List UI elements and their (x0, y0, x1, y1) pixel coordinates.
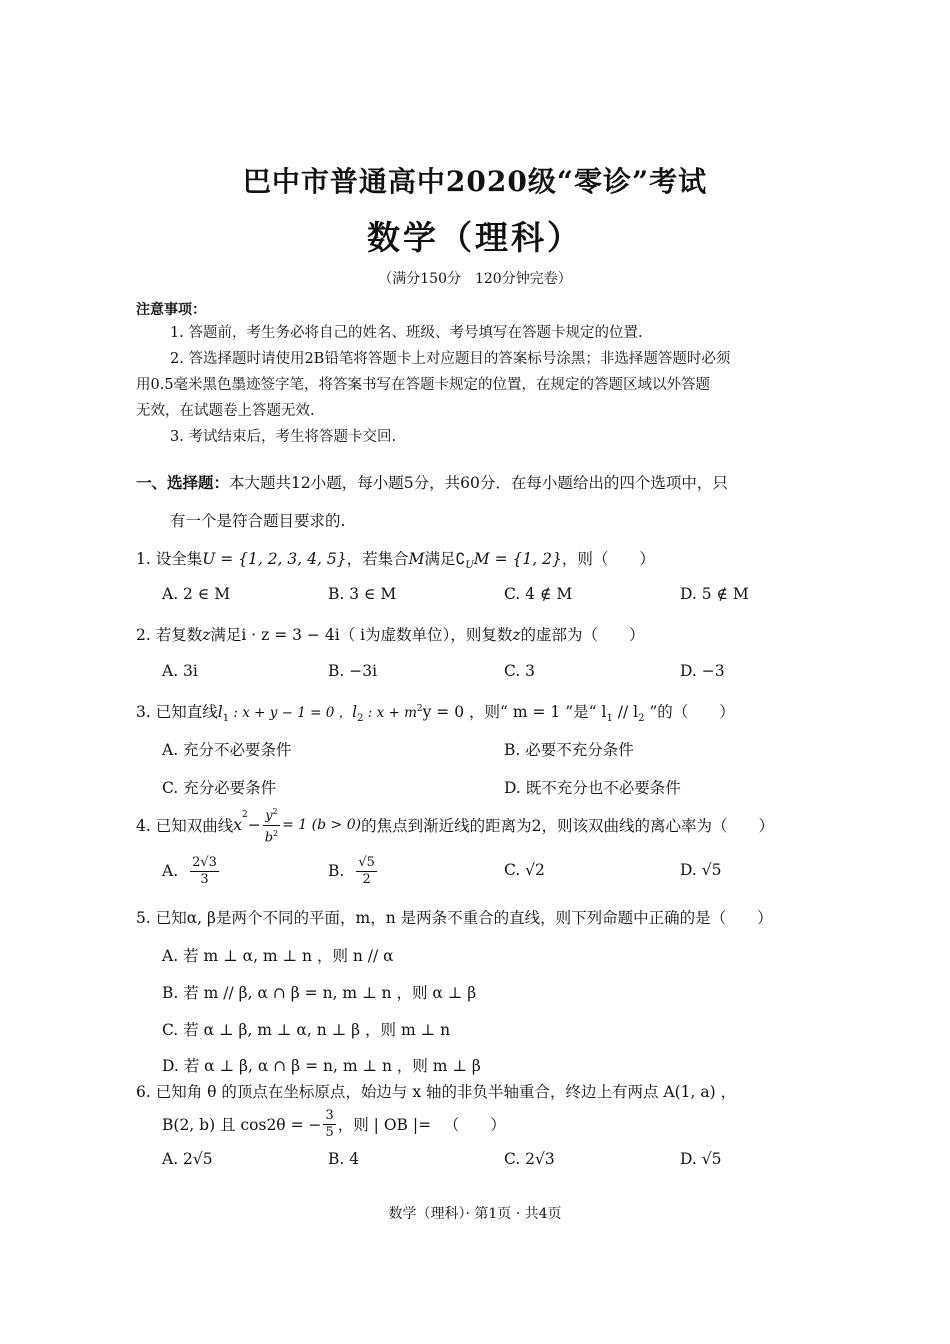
question-4-stem (136, 802, 774, 848)
section-1-line-2: 有一个是符合题目要求的. (170, 512, 346, 530)
q4-option-a (162, 851, 221, 891)
q4-fraction (263, 804, 280, 846)
q4-var-x: x (233, 816, 242, 834)
q3-text: 3. 已知直线 (136, 703, 218, 721)
notice-item-2-line-1: 2. 答选择题时请使用2B铅笔将答题卡上对应题目的答案标号涂黑；非选择题答题时必须 (170, 351, 731, 367)
q2-option-a: A. 3i (162, 662, 198, 680)
q2-option-b: B. −3i (328, 662, 378, 680)
notice-item-3: 3. 考试结束后，考生将答题卡交回. (170, 429, 397, 445)
q5-option-a: A. 若 m ⊥ α, m ⊥ n ，则 n // α (162, 947, 394, 965)
q4-option-b-label: B. (328, 862, 345, 880)
q2-text: 2. 若复数 (136, 626, 203, 644)
question-1-stem (136, 547, 655, 571)
page-footer: 数学（理科）· 第1页 · 共4页 (388, 1206, 562, 1222)
q2-text: （ i为虚数单位），则复数 (339, 626, 513, 644)
q6-option-d: D. √5 (680, 1150, 722, 1168)
q1-complement-symbol: ∁ (455, 550, 466, 568)
q6-option-c: C. 2√3 (504, 1150, 555, 1168)
q1-text: ，若集合 (346, 550, 409, 568)
q6-text: B(2, b) 且 cos2θ = − (162, 1116, 322, 1134)
notice-item-2-line-2: 用0.5毫米黑色墨迹签字笔，将答案书写在答题卡规定的位置，在规定的答题区域以外答题 (136, 377, 711, 393)
q4-num-exp: 2 (272, 807, 278, 817)
q4-superscript: 2 (241, 810, 248, 820)
q4-option-a-label: A. (162, 862, 179, 880)
q3-text: ”的（ ） (644, 703, 735, 721)
question-3-stem (136, 700, 735, 724)
exam-title: 巴中市普通高中2020级“零诊”考试 (242, 165, 708, 198)
q3-superscript: 2 (416, 703, 423, 714)
q4-den-exp: 2 (273, 828, 279, 838)
q4-text: 4. 已知双曲线 (136, 817, 234, 835)
q6-option-a: A. 2√5 (162, 1150, 213, 1168)
q3-subscript: 1 (606, 713, 613, 725)
q1-option-a: A. 2 ∈ M (162, 585, 231, 603)
q2-var-z: z (202, 626, 211, 644)
q1-option-c: C. 4 ∉ M (504, 585, 573, 603)
q2-text: 的虚部为（ ） (520, 626, 645, 644)
q4-num-y: y (265, 808, 273, 824)
q5-option-c: C. 若 α ⊥ β, m ⊥ α, n ⊥ β ，则 m ⊥ n (162, 1021, 451, 1039)
q3-equation-2: : x + m (363, 705, 417, 721)
q5-option-d: D. 若 α ⊥ β, α ∩ β = n, m ⊥ n ，则 m ⊥ β (162, 1057, 481, 1075)
q3-option-d: D. 既不充分也不必要条件 (504, 779, 681, 797)
q3-subscript: 2 (638, 713, 645, 725)
q1-subscript: U (465, 560, 474, 572)
q4-condition: = 1 (b > 0) (282, 817, 362, 833)
subject-title: 数学（理科） (367, 218, 583, 257)
q4-minus: − (247, 816, 261, 834)
section-1-line-1 (136, 471, 728, 493)
section-1-description: 本大题共12小题，每小题5分，共60分．在每小题给出的四个选项中，只 (229, 474, 728, 492)
q3-text: y = 0 ，则“ m = 1 ”是“ l (422, 703, 607, 721)
q2-option-c: C. 3 (504, 662, 536, 680)
q3-subscript: 2 (357, 713, 364, 725)
q3-option-b: B. 必要不充分条件 (504, 741, 634, 759)
q1-option-d: D. 5 ∉ M (680, 585, 749, 603)
q4-option-a-num: 2√3 (192, 854, 217, 870)
q4-option-b-fraction (356, 855, 377, 888)
question-6-stem-line-1: 6. 已知角 θ 的顶点在坐标原点，始边与 x 轴的非负半轴重合，终边上有两点 A(1, a) ， (136, 1083, 737, 1101)
q2-option-d: D. −3 (680, 662, 725, 680)
q6-fraction (323, 1108, 335, 1141)
q1-set-m: M (408, 550, 425, 568)
q1-complement-set: M = {1, 2} (473, 550, 562, 568)
q6-num: 3 (325, 1107, 334, 1123)
q4-text: 的焦点到渐近线的距离为2，则该双曲线的离心率为（ ） (361, 817, 774, 835)
q3-line-l: l (352, 703, 358, 721)
question-2-stem (136, 623, 645, 645)
q3-subscript: 1 (222, 713, 230, 725)
q3-equation-1: : x + y − 1 = 0 ， (229, 705, 353, 721)
q3-option-c: C. 充分必要条件 (162, 779, 277, 797)
q1-set-u: U = {1, 2, 3, 4, 5} (202, 550, 347, 568)
q2-equation: i · z = 3 − 4i (241, 626, 340, 644)
exam-subtitle: （满分150分 120分钟完卷） (378, 271, 572, 287)
section-1-heading: 一、选择题： (136, 474, 230, 492)
q4-option-b-num: √5 (358, 854, 375, 870)
q6-text: ，则 | OB |= （ ） (337, 1116, 506, 1134)
q4-den-b: b (264, 829, 274, 845)
q3-text: // l (612, 703, 639, 721)
notice-item-1: 1. 答题前，考生务必将自己的姓名、班级、考号填写在答题卡规定的位置. (170, 325, 643, 341)
q1-text: ，则（ ） (561, 550, 655, 568)
q1-option-b: B. 3 ∈ M (328, 585, 397, 603)
q6-den: 5 (325, 1124, 334, 1140)
q2-var-z: z (512, 626, 521, 644)
q6-option-b: B. 4 (328, 1150, 360, 1168)
q1-text: 1. 设全集 (136, 550, 203, 568)
question-6-stem-line-2 (162, 1104, 506, 1144)
q4-option-b-den: 2 (362, 871, 371, 887)
q4-option-c: C. √2 (504, 861, 545, 879)
q4-option-a-fraction (190, 855, 219, 888)
q3-line-l: l (217, 703, 223, 721)
q4-option-a-den: 3 (200, 871, 209, 887)
q2-text: 满足 (210, 626, 242, 644)
q1-text: 满足 (424, 550, 456, 568)
q3-option-a: A. 充分不必要条件 (162, 741, 292, 759)
q5-option-b: B. 若 m // β, α ∩ β = n, m ⊥ n ，则 α ⊥ β (162, 984, 477, 1002)
notice-item-2-line-3: 无效，在试题卷上答题无效. (136, 403, 315, 419)
notice-heading: 注意事项： (136, 302, 206, 318)
q4-option-d: D. √5 (680, 861, 722, 879)
question-5-stem: 5. 已知α, β是两个不同的平面，m，n 是两条不重合的直线，则下列命题中正确的是（ ） (136, 909, 773, 927)
q4-option-b (328, 851, 379, 891)
